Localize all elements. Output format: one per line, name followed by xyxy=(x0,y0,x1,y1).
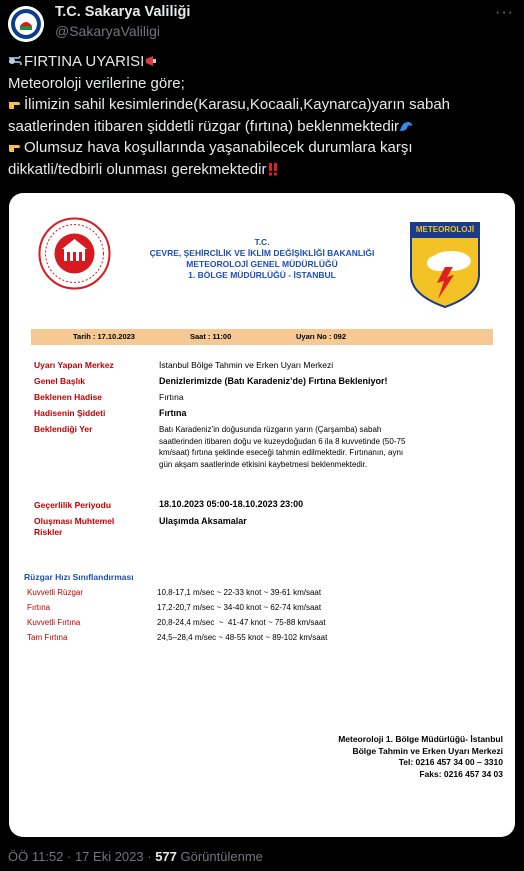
wind-row-value: 10,8-17,1 m/sec ~ 22-33 knot ~ 39-61 km/saat xyxy=(157,588,322,597)
tweet-line-5: Olumsuz hava koşullarında yaşanabilecek durumlara karşı xyxy=(24,139,413,156)
severity-label: Hadisenin Şiddeti xyxy=(34,408,106,418)
doc-header-tc: T.C. xyxy=(254,237,270,247)
tweet-line-4: saatlerinden itibaren şiddetli rüzgar (fırtına) beklenmektedir xyxy=(8,117,400,135)
validity-value: 18.10.2023 05:00-18.10.2023 23:00 xyxy=(159,499,304,509)
wind-row xyxy=(27,618,487,633)
tweet-line-6: dikkatli/tedbirli olunması gerekmektedir xyxy=(8,160,267,178)
view-count: 577 xyxy=(155,849,177,864)
wind-row xyxy=(27,633,487,648)
doc-footer xyxy=(209,734,503,780)
meteoroloji-logo-text: METEOROLOJİ xyxy=(415,225,475,234)
footer-line-2: Bölge Tahmin ve Erken Uyarı Merkezi xyxy=(352,745,503,756)
wind-table-title: Rüzgar Hızı Sınıflandırması xyxy=(24,572,134,582)
wind-row-label: Tam Fırtına xyxy=(27,633,68,642)
wind-face-icon xyxy=(8,53,22,67)
meteoroloji-logo xyxy=(409,221,481,309)
info-bar xyxy=(31,329,493,345)
wind-row-label: Fırtına xyxy=(27,603,51,612)
warning-document-image[interactable] xyxy=(9,193,515,837)
doc-header-directorate: METEOROLOJİ GENEL MÜDÜRLÜĞÜ xyxy=(186,259,338,269)
double-exclamation-icon xyxy=(266,161,280,175)
tweet-text xyxy=(8,51,518,180)
severity-value: Fırtına xyxy=(159,408,187,418)
tweet-line-1: FIRTINA UYARISI xyxy=(24,53,145,70)
water-wave-icon xyxy=(399,118,413,132)
author-name[interactable]: T.C. Sakarya Valiliği xyxy=(55,4,191,20)
wind-row-label: Kuvvetli Fırtına xyxy=(27,618,81,627)
info-number: Uyarı No : 092 xyxy=(296,332,347,341)
tweet-line-3: İlimizin sahil kesimlerinde(Karasu,Kocaali,Kaynarca)yarın sabah xyxy=(24,96,451,113)
pointing-hand-icon xyxy=(8,139,22,153)
event-value: Fırtına xyxy=(159,392,184,402)
risk-label-line-2: Riskler xyxy=(34,527,63,537)
more-options-icon[interactable]: ··· xyxy=(495,4,514,21)
wind-row xyxy=(27,603,487,618)
event-label: Beklenen Hadise xyxy=(34,392,103,402)
footer-line-1: Meteoroloji 1. Bölge Müdürlüğü- İstanbul xyxy=(338,734,503,744)
tweet-meta xyxy=(8,849,263,864)
place-line-3: km/saat) fırtına şeklinde eseceği tahmin edilmektedir. Fırtınanın, aynı xyxy=(159,448,404,457)
doc-header-region: 1. BÖLGE MÜDÜRLÜĞÜ - İSTANBUL xyxy=(188,270,336,280)
author-handle[interactable]: @SakaryaValiligi xyxy=(55,23,160,39)
risk-label xyxy=(34,516,114,538)
wind-row-value: 20,8-24,4 m/sec ~ 41-47 knot ~ 75-88 km/saat xyxy=(157,618,326,627)
footer-line-4: Faks: 0216 457 34 03 xyxy=(419,768,503,779)
center-value: İstanbul Bölge Tahmin ve Erken Uyarı Merkezi xyxy=(159,360,334,370)
avatar[interactable] xyxy=(8,6,44,42)
info-date: Tarih : 17.10.2023 xyxy=(73,332,135,341)
megaphone-icon xyxy=(144,53,158,67)
tweet-line-2: Meteoroloji verilerine göre; xyxy=(8,74,185,92)
risk-label-line-1: Oluşması Muhtemel xyxy=(34,516,115,526)
risk-value: Ulaşımda Aksamalar xyxy=(159,516,247,526)
place-line-1: Batı Karadeniz’in doğusunda rüzgarın yarın (Çarşamba) sabah xyxy=(159,425,382,434)
pointing-hand-icon xyxy=(8,96,22,110)
place-line-2: saatlerinden itibaren doğu ve kuzeydoğudan 6 ila 8 kuvvetinde (50-75 xyxy=(159,436,406,446)
title-label: Genel Başlık xyxy=(34,376,86,386)
info-time: Saat : 11:00 xyxy=(190,332,232,341)
place-label: Beklendiği Yer xyxy=(34,424,93,434)
title-value: Denizlerimizde (Batı Karadeniz’de) Fırtına Bekleniyor! xyxy=(159,376,388,386)
footer-line-3: Tel: 0216 457 34 00 – 3310 xyxy=(398,757,503,767)
place-line-4: gün akşam saatlerinde etkisini kaybetmesi beklenmektedir. xyxy=(159,459,368,469)
view-label: Görüntülenme xyxy=(180,849,263,864)
validity-label: Geçerlilik Periyodu xyxy=(34,500,112,510)
wind-table xyxy=(27,588,487,648)
wind-row-label: Kuvvetli Rüzgar xyxy=(27,588,84,597)
doc-header-ministry: ÇEVRE, ŞEHİRCİLİK VE İKLİM DEĞİŞİKLİĞİ BAKANLIĞI xyxy=(149,248,375,258)
wind-row-value: 24,5–28,4 m/sec ~ 48-55 knot ~ 89-102 km/saat xyxy=(157,633,328,642)
place-value xyxy=(159,424,479,470)
wind-row-value: 17,2-20,7 m/sec ~ 34-40 knot ~ 62-74 km/saat xyxy=(157,603,322,612)
center-label: Uyarı Yapan Merkez xyxy=(34,360,114,370)
tweet-timestamp[interactable]: ÖÖ 11:52 · 17 Eki 2023 · xyxy=(8,849,152,864)
wind-row xyxy=(27,588,487,603)
